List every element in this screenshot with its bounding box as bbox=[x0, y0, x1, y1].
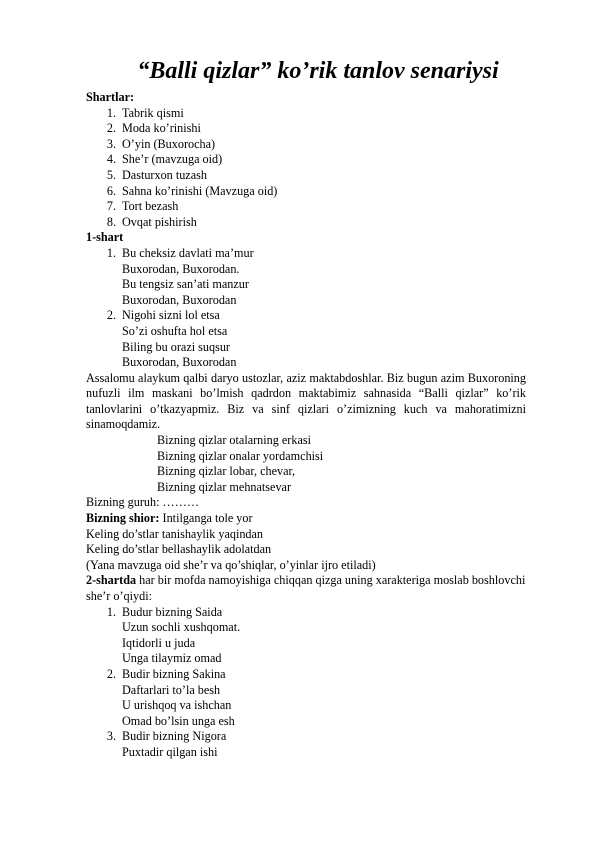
poem-line: U urishqoq va ishchan bbox=[122, 698, 232, 713]
poem-line: Biling bu orazi suqsur bbox=[122, 339, 230, 354]
shart1-poems bbox=[86, 246, 526, 371]
poem-line: 2. Budir bizning Sakina bbox=[106, 666, 226, 681]
shior-text: Intilganga tole yor bbox=[159, 511, 253, 526]
guruh-line: Bizning guruh: ……… bbox=[86, 495, 200, 510]
list-item: 8. Ovqat pishirish bbox=[106, 214, 197, 229]
poem-line: 3. Budir bizning Nigora bbox=[106, 729, 227, 744]
list-item: 7. Tort bezash bbox=[106, 199, 179, 214]
text-line: (Yana mavzuga oid she’r va qo’shiqlar, o’yinlar ijro etiladi) bbox=[86, 557, 376, 572]
list-item: 2. Moda ko’rinishi bbox=[106, 121, 201, 136]
shartlar-heading: Shartlar: bbox=[86, 90, 135, 104]
shart2-paragraph bbox=[86, 573, 526, 604]
shart2-text: har bir mofda namoyishiga chiqqan qizga uning xarakteriga moslab boshlovchi she’r o’qiydi: bbox=[86, 573, 526, 603]
poem-line: Buxorodan, Buxorodan bbox=[122, 355, 237, 370]
greeting-paragraph: Assalomu alaykum qalbi daryo ustozlar, aziz maktabdoshlar. Biz bugun azim Buxoroning nufuzli ilm maskani bo’lmish qadrdon maktabimiz sahnasida “Balli qizlar” ko’rik tanlovlarini o’tkazyapmiz. Biz va sinf qizlari o’zimizning kuch va mahoratimizni sinamoqdamiz. bbox=[86, 370, 526, 432]
verse-block bbox=[86, 433, 526, 495]
shart1-heading: 1-shart bbox=[86, 230, 124, 245]
poem-line: Buxorodan, Buxorodan bbox=[122, 292, 237, 307]
poem-line: 2. Nigohi sizni lol etsa bbox=[106, 308, 220, 323]
poem-line: Daftarlari to’la besh bbox=[122, 682, 221, 697]
verse-line: Bizning qizlar onalar yordamchisi bbox=[157, 448, 324, 463]
document-body bbox=[86, 90, 526, 761]
poem-line: Buxorodan, Buxorodan. bbox=[122, 261, 240, 276]
shartlar-list bbox=[86, 106, 526, 231]
verse-line: Bizning qizlar lobar, chevar, bbox=[157, 464, 296, 479]
poem-line: Unga tilaymiz omad bbox=[122, 651, 222, 666]
poem-line: So’zi oshufta hol etsa bbox=[122, 323, 228, 338]
list-item: 4. She’r (mavzuga oid) bbox=[106, 152, 223, 167]
poem-line: Bu tengsiz san’ati manzur bbox=[122, 277, 249, 292]
poem-line: 1. Bu cheksiz davlati ma’mur bbox=[106, 245, 254, 260]
list-item: 1. Tabrik qismi bbox=[106, 105, 184, 120]
shior-line bbox=[86, 511, 526, 527]
list-item: 3. O’yin (Buxorocha) bbox=[106, 136, 216, 151]
shart2-label: 2-shartda bbox=[86, 573, 137, 588]
poem-line: Puxtadir qilgan ishi bbox=[122, 744, 218, 759]
list-item: 5. Dasturxon tuzash bbox=[106, 167, 207, 182]
shior-label: Bizning shior: bbox=[86, 511, 160, 526]
verse-line: Bizning qizlar otalarning erkasi bbox=[157, 433, 311, 448]
poem-line: Iqtidorli u juda bbox=[122, 635, 196, 650]
document-title: “Balli qizlar” ko’rik tanlov senariysi bbox=[137, 58, 499, 84]
poem-line: Omad bo’lsin unga esh bbox=[122, 713, 235, 728]
verse-line: Bizning qizlar mehnatsevar bbox=[157, 479, 292, 494]
text-line: Keling do’stlar bellashaylik adolatdan bbox=[86, 542, 272, 557]
poem-line: Uzun sochli xushqomat. bbox=[122, 620, 241, 635]
text-line: Keling do’stlar tanishaylik yaqindan bbox=[86, 526, 264, 541]
shart2-poems bbox=[86, 605, 526, 761]
poem-line: 1. Budur bizning Saida bbox=[106, 604, 223, 619]
list-item: 6. Sahna ko’rinishi (Mavzuga oid) bbox=[106, 183, 278, 198]
